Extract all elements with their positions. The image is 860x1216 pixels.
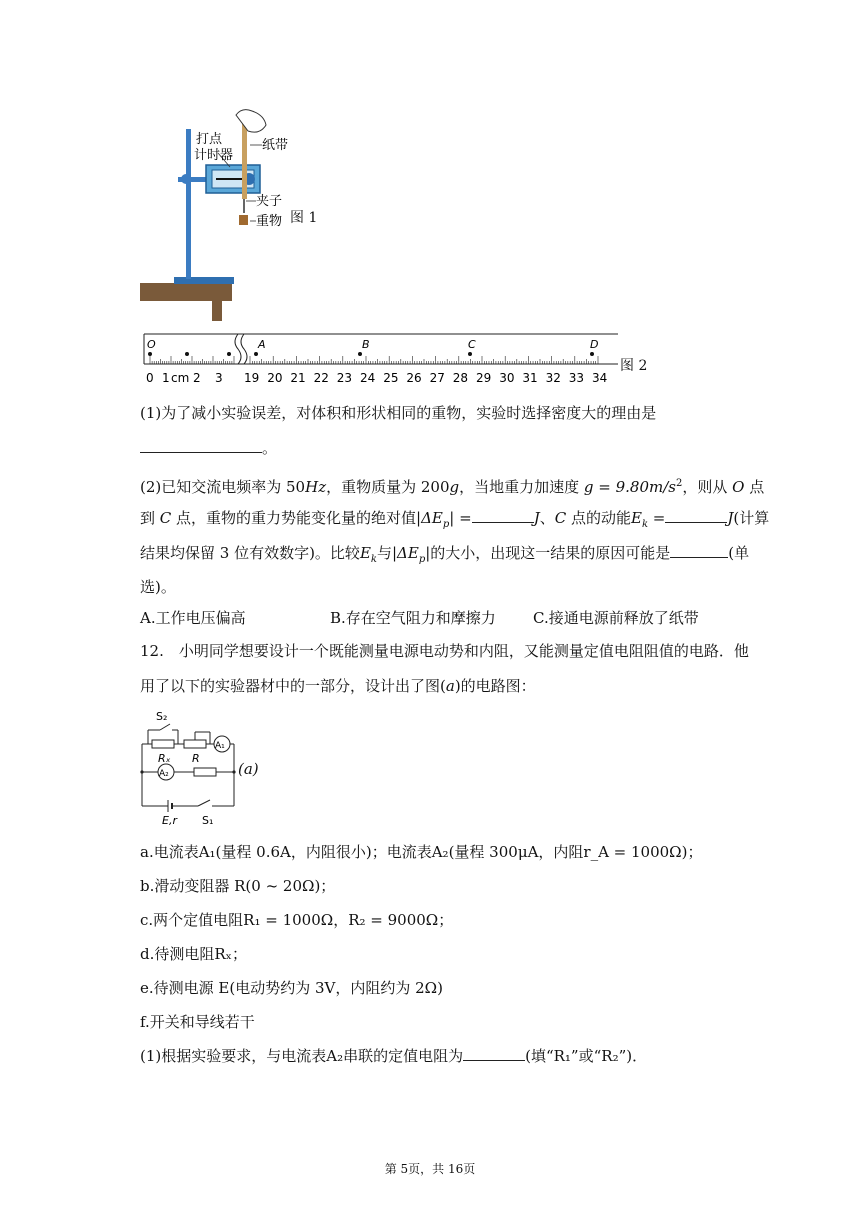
text: 到 <box>140 509 160 527</box>
q11-part1-end: 。 <box>262 439 278 457</box>
text: 点，重物的重力势能变化量的绝对值 <box>171 509 417 527</box>
label-er: E,r <box>162 814 177 826</box>
point-o-ref: O <box>732 478 745 496</box>
item-c: c.两个定值电阻R₁ = 1000Ω，R₂ = 9000Ω； <box>140 911 454 929</box>
answer-blank-ep[interactable] <box>472 508 534 523</box>
q12-intro-line2 <box>140 676 536 696</box>
point-D: D <box>590 338 599 351</box>
answer-blank-ek[interactable] <box>665 508 727 523</box>
text: ，则从 <box>682 478 733 496</box>
gravity-value: g = 9.80m/s <box>583 478 676 496</box>
scale-label: 21 <box>290 371 306 385</box>
text: 的大小，出现这一结果的原因可能是 <box>430 544 671 562</box>
figure-2-label: 图 2 <box>620 358 648 374</box>
item-a: a.电流表A₁(量程 0.6A，内阻很小)；电流表A₂(量程 300μA，内阻r_A = 1000Ω)； <box>140 843 703 861</box>
scale-label: 20 <box>267 371 283 385</box>
point-B: B <box>362 338 370 351</box>
scale-label: 23 <box>336 371 353 385</box>
scale-label: 24 <box>360 371 376 385</box>
scale-label: 32 <box>545 371 561 385</box>
q12-part1 <box>140 1046 647 1066</box>
scale-label: 28 <box>452 371 469 385</box>
unit-g: g <box>449 478 460 496</box>
label-a2: A₂ <box>159 769 169 779</box>
unit-j: J <box>727 509 734 527</box>
scale-3: 3 <box>215 371 223 385</box>
ek: E <box>630 509 642 527</box>
point-C: C <box>468 338 476 351</box>
callout-weight: 重物 <box>256 214 283 229</box>
q11-part2-line3: 结果均保留 3 位有效数字)。比较$E_k$与$|\Delta E_p|$的大小，出现这一结果的原因可能是 (单 <box>140 544 750 565</box>
answer-blank-resistor[interactable] <box>463 1046 525 1061</box>
point-c-ref: C <box>554 509 567 527</box>
scale-label: 19 <box>244 371 260 385</box>
scale-label: 22 <box>313 371 329 385</box>
option-c: C.接通电源前释放了纸带 <box>533 609 699 627</box>
delta-ep: |ΔE <box>416 509 443 527</box>
scale-label: 30 <box>499 371 515 385</box>
scale-2: 2 <box>193 371 201 385</box>
scale-0: 0 <box>146 371 154 385</box>
page-footer: 第 5页，共 16页 <box>384 1162 476 1176</box>
q11-part1-line1: (1)为了减小实验误差，对体积和形状相同的重物，实验时选择密度大的理由是 <box>140 404 657 422</box>
text: 与 <box>376 544 392 562</box>
item-e: e.待测电源 E(电动势约为 3V，内阻约为 2Ω) <box>140 979 443 997</box>
text: (2)已知交流电频率为 50 <box>140 478 306 496</box>
unit-hz: Hz <box>305 478 327 496</box>
figure-1-label: 图 1 <box>290 210 318 226</box>
text: | = <box>449 509 472 527</box>
option-a: A.工作电压偏高 <box>140 609 246 627</box>
figure-2-ruler <box>138 330 628 392</box>
text: 结果均保留 3 位有效数字)。比较 <box>140 544 360 562</box>
scale-cm: cm <box>171 371 190 385</box>
circuit-label: (a) <box>238 760 259 778</box>
callout-timer-1: 打点 <box>196 132 223 147</box>
scale-label: 26 <box>406 371 422 385</box>
answer-blank[interactable] <box>140 438 262 453</box>
scale-label: 27 <box>429 371 445 385</box>
label-s1: S₁ <box>202 814 214 826</box>
text: (1)根据实验要求，与电流表A₂串联的定值电阻为 <box>140 1047 464 1065</box>
scale-label: 25 <box>383 371 399 385</box>
answer-blank-reason[interactable] <box>670 543 728 558</box>
item-f: f.开关和导线若干 <box>140 1013 255 1031</box>
delta-ep: |ΔE <box>391 544 419 562</box>
ek: E <box>359 544 371 562</box>
callout-clip: 夹子 <box>256 194 283 209</box>
q11-part2-line2: 到 C 点，重物的重力势能变化量的绝对值$|\Delta E_p| = J$、C 点的动能$E_k = J$(计算 <box>140 509 770 530</box>
text: (单 <box>728 544 750 562</box>
option-b: B.存在空气阻力和摩擦力 <box>330 609 496 627</box>
label-s2: S₂ <box>156 710 168 723</box>
point-O: O <box>147 338 156 351</box>
label-r: R <box>192 752 200 765</box>
text: 点 <box>744 478 765 496</box>
item-d: d.待测电阻Rₓ； <box>140 945 248 963</box>
text: (填“R₁”或“R₂”)． <box>525 1047 648 1065</box>
scale-label: 29 <box>476 371 492 385</box>
scale-label: 31 <box>522 371 538 385</box>
figure-ref: a <box>445 677 455 695</box>
point-c-ref: C <box>159 509 172 527</box>
text: ，重物质量为 200 <box>326 478 450 496</box>
q11-part2-line1: (2)已知交流电频率为 50Hz，重物质量为 200g，当地重力加速度 $g = 9.80m/s^2$，则从 O 点 <box>140 478 765 496</box>
label-rx: Rₓ <box>158 752 171 765</box>
scale-1: 1 <box>162 371 170 385</box>
callout-tape: 纸带 <box>262 138 289 153</box>
text: 用了以下的实验器材中的一部分，设计出了图( <box>140 677 446 695</box>
q11-part1-line2 <box>140 438 277 458</box>
text: (计算 <box>733 509 770 527</box>
text: )的电路图： <box>454 677 536 695</box>
q12-intro-line1: 12. 小明同学想要设计一个既能测量电源电动势和内阻，又能测量定值电阻阻值的电路．他 <box>140 642 749 660</box>
unit-j: J <box>533 509 540 527</box>
point-A: A <box>258 338 266 351</box>
text: = <box>648 509 666 527</box>
callout-timer-2: 计时器 <box>194 148 234 163</box>
item-b: b.滑动变阻器 R(0 ~ 20Ω)； <box>140 877 336 895</box>
text: ，当地重力加速度 <box>459 478 584 496</box>
label-a1: A₁ <box>215 741 225 751</box>
scale-label: 33 <box>568 371 585 385</box>
text: 点的动能 <box>566 509 631 527</box>
q11-part2-line4: 选)。 <box>140 578 176 596</box>
text: 、 <box>539 509 555 527</box>
scale-label: 34 <box>592 371 608 385</box>
